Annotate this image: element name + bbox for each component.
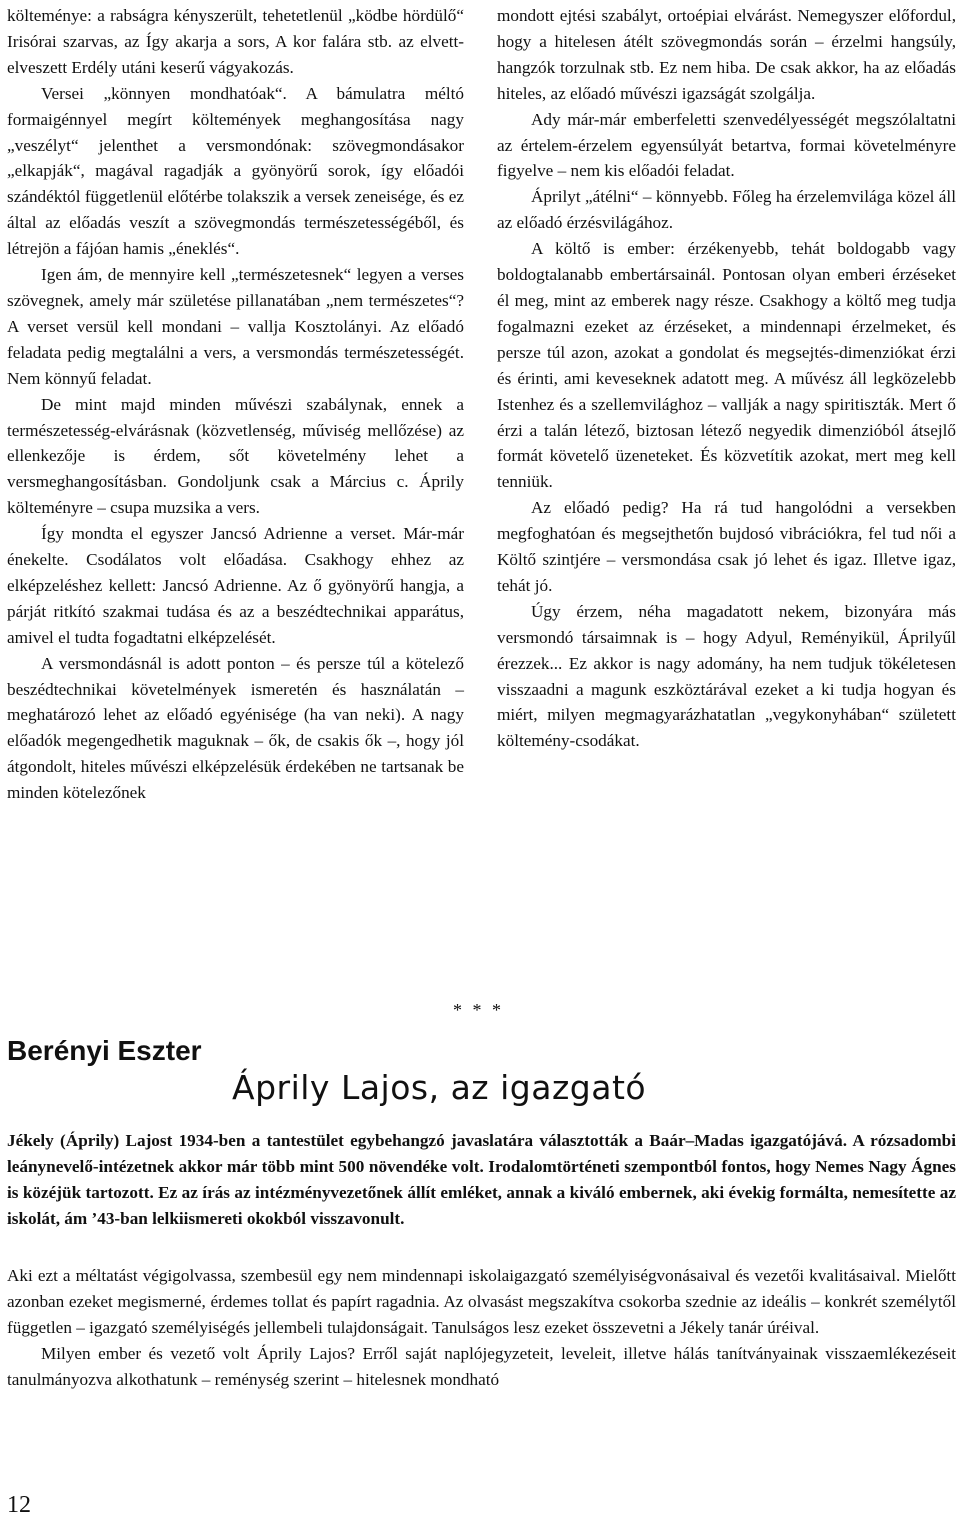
section-separator: * * *	[453, 1000, 504, 1020]
right-column	[497, 3, 956, 754]
left-paragraph: Versei „könnyen mondhatóak“. A bámulatra méltó formaigénnyel megírt költemények meghangosítása nagy „veszélyt“ jelenthet a versmondónak: szövegmondásakor „elkapják“, magával ragadják a gyönyörű sorok, így előadói szándéktól függetlenül előtérbe tolakszik a versek zeneisége, és ez által az előadás veszít a szövegmondás természetességéből, és létrejön a fájóan hamis „éneklés“.	[7, 83, 464, 259]
right-paragraph: Áprilyt „átélni“ – könnyebb. Főleg ha érzelemvilága közel áll az előadó érzésvilágához.	[497, 187, 956, 233]
right-paragraph: Úgy érzem, néha magadatott nekem, bizonyára más versmondó társaimnak is – hogy Adyul, Reményikül, Áprilyűl érezzek... Ez akkor is nagy adomány, ha nem tudjuk tökéletesen visszaadni a magunk eszköztárával ezeket a ki tudja hogyan és miért, milyen megmagyarázhatatlan „vegykonyhában“ született költemény-csodákat.	[497, 601, 956, 751]
author-name: Berényi Eszter	[7, 1035, 202, 1066]
left-paragraph: Igen ám, de mennyire kell „természetesnek“ legyen a verses szövegnek, amely már születése pillanatában „nem természetes“? A verset versül kell mondani – vallja Kosztolányi. Az előadó feladata pedig megtalálni a vers, a versmondás természetességét. Nem könnyű feladat.	[7, 265, 464, 388]
left-paragraph: De mint majd minden művészi szabálynak, ennek a természetesség-elvárásnak (közvetlenség, műviség mellőzése) az ellenkezője is érdem, sőt követelmény lehet a versmeghangosításban. Gondoljunk csak a Március c. Áprily költeményre – csupa muzsika a vers.	[7, 394, 464, 518]
left-paragraph: A versmondásnál is adott ponton – és persze túl a kötelező beszédtechnikai követelmények ismeretén és használatán – meghatározó lehet az előadó egyénisége (ha van neki). A nagy előadók megengedhetik maguknak – ők, de csakis ők –, hogy jól átgondolt, hiteles művészi elképzelésük érdekében ne tartsanak be minden kötelezőnek	[7, 653, 464, 803]
body-paragraph: Aki ezt a méltatást végigolvassa, szembesül egy nem mindennapi iskolaigazgató személyiségvonásaival és vezetői kvalitásaival. Mielőtt azonban ezeket megismerné, érdemes tollat és papírt ragadnia. Az olvasást megszakítva csokorba szednie az ideális – konkrét személytől független – igazgató személyiségés jellembeli tulajdonságait. Tanulságos lesz ezeket összevetni a Jékely tanár úréival.	[7, 1266, 956, 1337]
lead-text: Jékely (Áprily) Lajost 1934-ben a tantestület egybehangzó javaslatára választották a Baár–Madas igazgatójává. A rózsadombi leánynevelő-intézetnek akkor már több mint 500 növendéke volt. Irodalomtörténeti szempontból fontos, hogy Nemes Nagy Ágnes is közéjük tartozott. Ez az írás az intézményvezetőnek állít emléket, annak a kiváló embernek, aki évekig formálta, nemesítette az iskolát, ám ’43-ban lelkiismereti okokból visszavonult.	[7, 1131, 956, 1228]
left-paragraph: költeménye: a rabságra kényszerült, tehetetlenül „ködbe hördülő“ Irisórai szarvas, az Így akarja a sors, A kor falára stb. az elvett-elveszett Erdély utáni keserű vágyakozás.	[7, 6, 464, 77]
page-number: 12	[7, 1492, 31, 1518]
body-paragraph: Milyen ember és vezető volt Áprily Lajos? Erről saját naplójegyzeteit, leveleit, illetve hálás tanítványainak visszaemlékezéseit tanulmányozva alkothatunk – reménység szerint – hitelesnek mondható	[7, 1344, 956, 1389]
right-paragraph: Az előadó pedig? Ha rá tud hangolódni a versekben megfoghatóan és megsejthetőn bujdosó vibrációkra, fel tud női a Költő szintjére – versmondása csak jó lehet és igaz. Illetve igaz, tehát jó.	[497, 498, 956, 595]
left-column	[7, 3, 464, 806]
right-paragraph: Ady már-már emberfeletti szenvedélyességét megszólaltatni az értelem-érzelem egyensúlyát betartva, formai követelményre figyelve – nem kis előadói feladat.	[497, 109, 956, 181]
right-paragraph: mondott ejtési szabályt, ortoépiai elvárást. Nemegyszer előfordul, hogy a hitelesen átélt szövegmondás során – érzelmi hangsúly, hangzók torzulnak stb. Ez nem hiba. De csak akkor, ha az előadás hiteles, az előadó művészi igazságát szolgálja.	[497, 6, 956, 103]
article-title: Áprily Lajos, az igazgató	[232, 1068, 647, 1107]
left-paragraph: Így mondta el egyszer Jancsó Adrienne a verset. Már-már énekelte. Csodálatos volt előadása. Csakhogy ehhez az elképzeléshez kellett: Jancsó Adrienne. Az ő gyönyörű hangja, a párját ritkító szakmai tudása és az a beszédtechnikai apparátus, amivel el tudta fogadtatni elképzelését.	[7, 524, 464, 647]
article-body	[7, 1263, 956, 1393]
right-paragraph: A költő is ember: érzékenyebb, tehát boldogabb vagy boldogtalanabb embertársainál. Pontosan olyan emberi érzéseket él meg, mint az emberek nagy része. Csakhogy a költő meg tudja fogalmazni ezeket az érzéseket, a mindennapi érzelmeket, és persze túl azon, azokat a gondolat és megsejtés-dimenziókat érzi és érinti, ami keveseknek adatott meg. A művész áll legközelebb Istenhez és a szellemvilághoz – vallják a nagy spiritiszták. Mert ő érzi a talán létező, biztosan létező negyedik dimenzióból átsejlő formát követelő üzeneteket. És közvetítik azokat, mert meg kell tenniük.	[497, 239, 956, 492]
lead-paragraph	[7, 1128, 956, 1232]
